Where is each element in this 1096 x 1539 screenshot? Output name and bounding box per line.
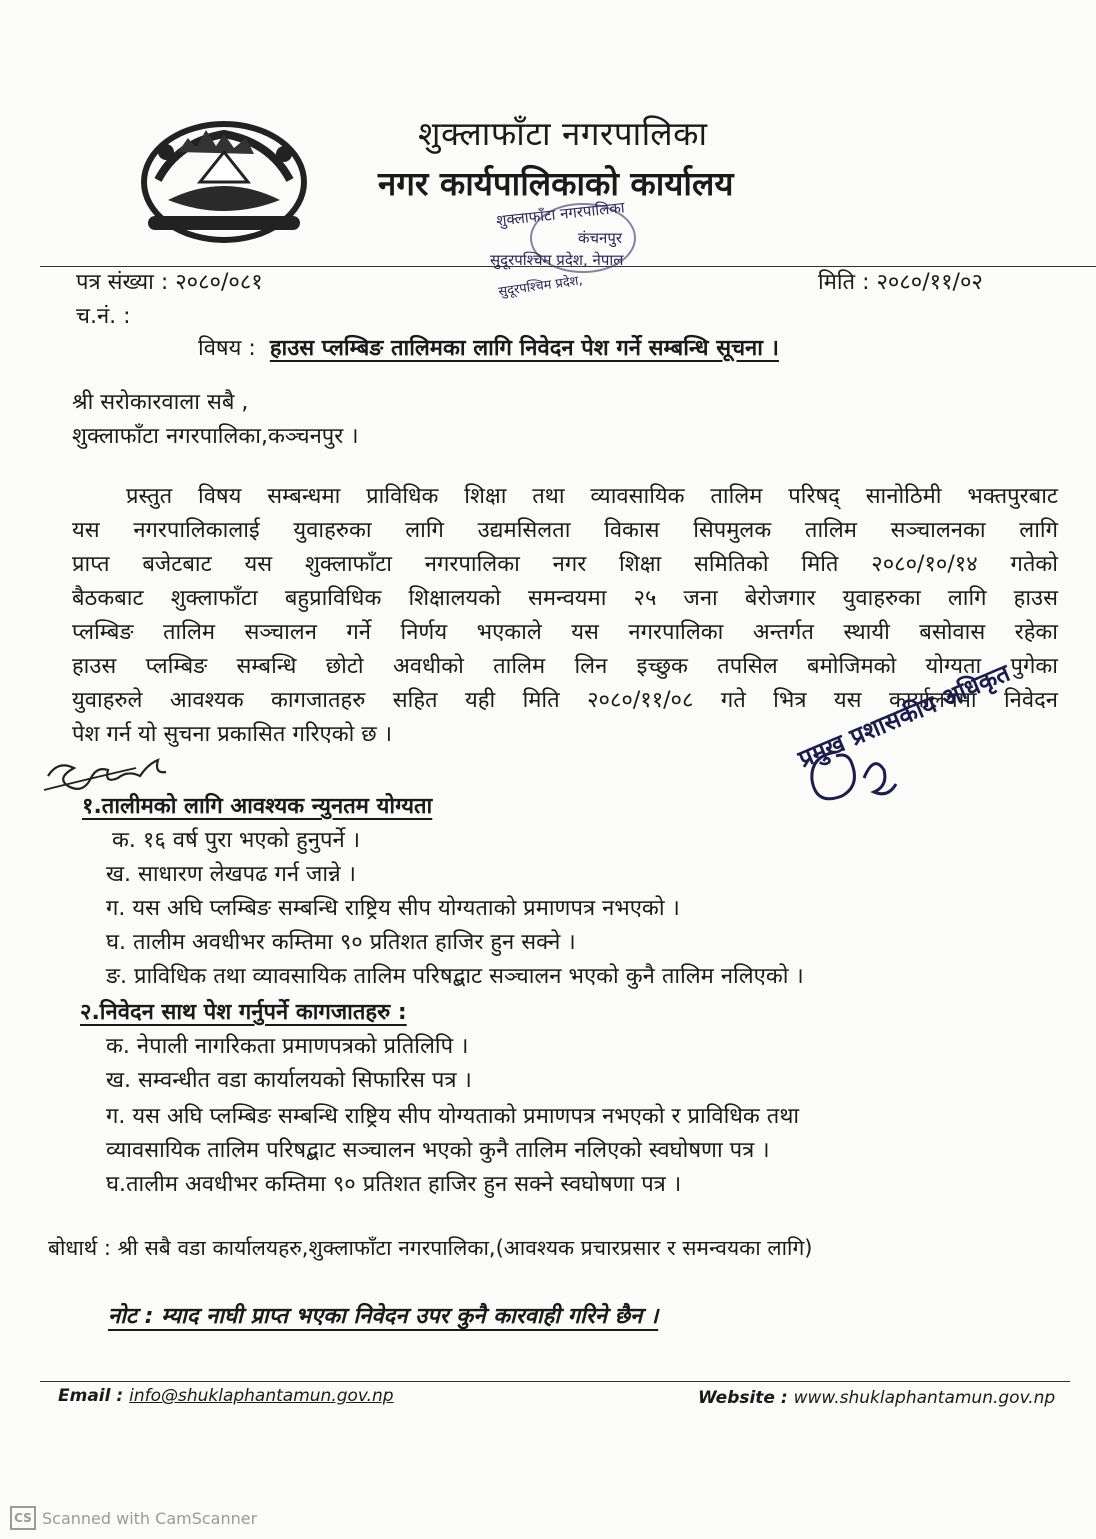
nepal-emblem-logo	[138, 112, 310, 244]
watermark-text: Scanned with CamScanner	[42, 1508, 258, 1528]
section2-title: २.निवेदन साथ पेश गर्नुपर्ने कागजातहरु :	[80, 1000, 407, 1025]
municipality-title: शुक्लाफाँटा नगरपालिका	[418, 114, 708, 153]
subject-text: हाउस प्लम्बिङ तालिमका लागि निवेदन पेश गर्ने सम्बन्धि सूचना ।	[269, 336, 779, 361]
website-link[interactable]: www.shuklaphantamun.gov.np	[793, 1388, 1056, 1408]
subject-label: विषय :	[198, 336, 256, 361]
email-label: Email :	[58, 1386, 124, 1406]
section2-item: घ.तालीम अवधीभर कम्तिमा ९० प्रतिशत हाजिर हुन सक्ने स्वघोषणा पत्र ।	[106, 1172, 682, 1197]
note-line: नोट : म्याद नाघी प्राप्त भएका निवेदन उपर कुनै कारवाही गरिने छैन ।	[108, 1304, 659, 1329]
body-line: यस नगरपालिकालाई युवाहरुका लागि उद्यमसिलता विकास सिपमुलक तालिम सञ्चालनका लागि	[72, 518, 1058, 543]
addressee-line: श्री सरोकारवाला सबै ,	[72, 390, 249, 415]
addressee-line: शुक्लाफाँटा नगरपालिका,कञ्चनपुर ।	[72, 424, 359, 449]
body-line: प्रस्तुत विषय सम्बन्धमा प्राविधिक शिक्षा तथा व्यावसायिक तालिम परिषद् सानोठिमी भक्तपुरबाट	[126, 484, 1058, 509]
office-stamp	[478, 198, 688, 304]
section2-item: व्यावसायिक तालिम परिषद्बाट सञ्चालन भएको कुनै तालिम नलिएको स्वघोषणा पत्र ।	[106, 1138, 770, 1163]
section1-item: ग. यस अघि प्लम्बिङ सम्बन्धि राष्ट्रिय सीप योग्यताको प्रमाणपत्र नभएको ।	[106, 896, 680, 921]
subject-line	[198, 332, 779, 362]
section1-title: १.तालीमको लागि आवश्यक न्युनतम योग्यता	[82, 794, 433, 819]
section1-item: ख. साधारण लेखपढ गर्न जान्ने ।	[106, 862, 356, 887]
signatory-title: प्रमुख प्रशासकीय अधिकृत	[794, 658, 1014, 774]
body-line: प्लम्बिङ तालिम सञ्चालन गर्ने निर्णय भएकाले यस नगरपालिका अन्तर्गत स्थायी बसोवास रहेका	[72, 620, 1058, 645]
body-line: बैठकबाट शुक्लाफाँटा बहुप्राविधिक शिक्षालयको समन्वयमा २५ जना बेरोजगार युवाहरुका लागि हाउस	[72, 586, 1058, 611]
email-link[interactable]: info@shuklaphantamun.gov.np	[129, 1386, 394, 1406]
stamp-line: सुदूरपश्चिम प्रदेश,	[497, 273, 584, 300]
body-line: प्राप्त बजेटबाट यस शुक्लाफाँटा नगरपालिका नगर शिक्षा समितिको मिति २०८०/१०/१४ गतेको	[72, 552, 1058, 577]
stamp-line: कंचनपुर	[578, 229, 623, 247]
section2-item: ग. यस अघि प्लम्बिङ सम्बन्धि राष्ट्रिय सीप योग्यताको प्रमाणपत्र नभएको र प्राविधिक तथा	[106, 1104, 800, 1129]
camscanner-icon: CS	[10, 1506, 36, 1530]
section1-item: घ. तालीम अवधीभर कम्तिमा ९० प्रतिशत हाजिर हुन सक्ने ।	[106, 930, 576, 955]
letter-date: मिति : २०८०/११/०२	[818, 270, 983, 295]
stamp-line: सुदूरपश्चिम प्रदेश, नेपाल	[490, 251, 624, 269]
body-line: हाउस प्लम्बिङ सम्बन्धि छोटो अवधीको तालिम लिन इच्छुक तपसिल बमोजिमको योग्यता पुगेका	[72, 654, 1058, 679]
section1-item: क. १६ वर्ष पुरा भएको हुनुपर्ने ।	[112, 828, 361, 853]
footer-divider	[40, 1381, 1070, 1382]
section2-item: क. नेपाली नागरिकता प्रमाणपत्रको प्रतिलिपि ।	[106, 1034, 469, 1059]
footer-email	[58, 1386, 394, 1406]
cc-line: बोधार्थ : श्री सबै वडा कार्यालयहरु,शुक्लाफाँटा नगरपालिका,(आवश्यक प्रचारप्रसार र समन्वयका लागि)	[48, 1236, 813, 1260]
body-line: पेश गर्न यो सुचना प्रकासित गरिएको छ ।	[72, 722, 393, 747]
footer-website	[698, 1388, 1055, 1408]
website-label: Website :	[698, 1388, 788, 1408]
section1-item: ङ. प्राविधिक तथा व्यावसायिक तालिम परिषद्बाट सञ्चालन भएको कुनै तालिम नलिएको ।	[106, 964, 804, 989]
stamp-line: शुक्लाफाँटा नगरपालिका	[495, 198, 626, 230]
letter-number: पत्र संख्या : २०८०/०८१	[76, 270, 263, 295]
section2-item: ख. सम्वन्धीत वडा कार्यालयको सिफारिस पत्र ।	[106, 1068, 472, 1093]
camscanner-watermark	[10, 1506, 257, 1530]
dispatch-number: च.नं. :	[76, 304, 131, 329]
office-title: नगर कार्यपालिकाको कार्यालय	[378, 164, 734, 203]
body-line: युवाहरुले आवश्यक कागजातहरु सहित यही मिति २०८०/११/०८ गते भित्र यस कार्यालयमा निवेदन	[72, 688, 1058, 713]
